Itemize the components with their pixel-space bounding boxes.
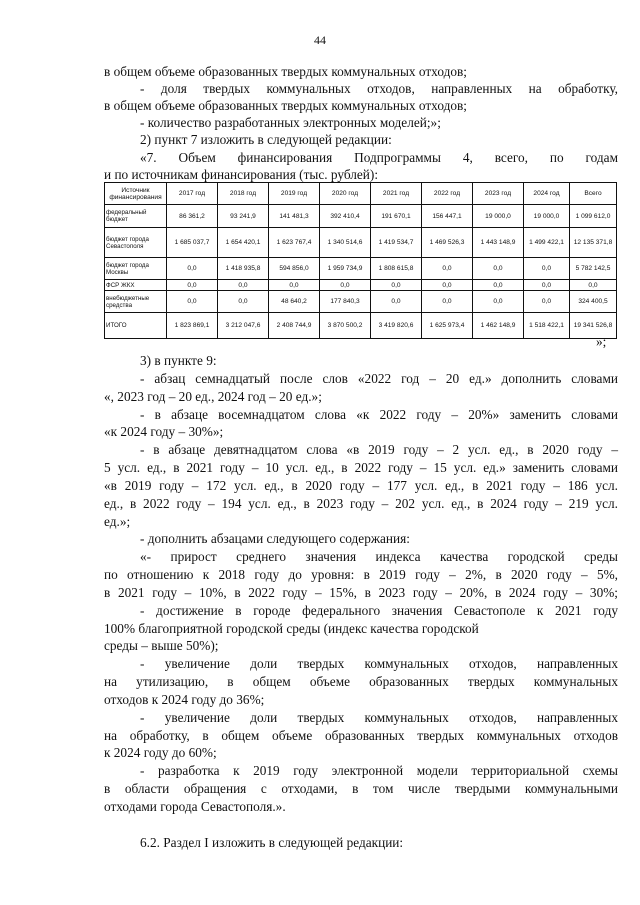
table-cell: 0,0: [320, 280, 371, 291]
table-cell: 0,0: [218, 280, 269, 291]
table-cell: 1 808 615,8: [371, 258, 422, 280]
table-cell: 0,0: [371, 280, 422, 291]
page-number: 44: [314, 33, 326, 47]
table-cell: федеральный бюджет: [105, 205, 167, 228]
table-cell: 0,0: [422, 291, 473, 313]
table-cell: 0,0: [167, 280, 218, 291]
table-cell: 156 447,1: [422, 205, 473, 228]
table-cell: 0,0: [473, 280, 524, 291]
table-cell: 19 000,0: [473, 205, 524, 228]
text-line: - доля твердых коммунальных отходов, направленных на обработку,: [140, 81, 618, 96]
table-cell: 1 625 973,4: [422, 313, 473, 339]
table-row: [105, 228, 617, 258]
table-cell: 3 212 047,6: [218, 313, 269, 339]
table-cell: 1 959 734,9: [320, 258, 371, 280]
text-line: и по источникам финансирования (тыс. рублей):: [104, 167, 379, 182]
column-header: 2017 год: [167, 183, 218, 205]
table-cell: 0,0: [167, 258, 218, 280]
text-line: к 2024 году до 60%;: [104, 745, 217, 760]
table-cell: 1 462 148,9: [473, 313, 524, 339]
text-line: - разработка к 2019 году электронной модели территориальной схемы: [140, 763, 618, 778]
table-cell: 12 135 371,8: [570, 228, 617, 258]
text-line: среды – выше 50%);: [104, 638, 219, 653]
text-line: 100% благоприятной городской среды (индекс качества городской: [104, 621, 479, 636]
table-cell: 48 640,2: [269, 291, 320, 313]
table-cell: 324 400,5: [570, 291, 617, 313]
table-cell: бюджет города Севастополя: [105, 228, 167, 258]
table-cell: 0,0: [473, 258, 524, 280]
section-heading-line: 6.2. Раздел I изложить в следующей редакции:: [140, 835, 404, 850]
table-cell: 1 419 534,7: [371, 228, 422, 258]
table-row: [105, 258, 617, 280]
text-line: «, 2023 год – 20 ед., 2024 год – 20 ед.»;: [104, 389, 322, 404]
table-row: [105, 313, 617, 339]
table-cell: 0,0: [524, 258, 570, 280]
table-cell: 19 000,0: [524, 205, 570, 228]
text-line: по отношению к 2018 году до уровня: в 2019 году – 2%, в 2020 году – 5%,: [104, 567, 618, 582]
table-cell: 3 870 500,2: [320, 313, 371, 339]
table-cell: 1 499 422,1: [524, 228, 570, 258]
column-header: 2023 год: [473, 183, 524, 205]
table-cell: 1 823 869,1: [167, 313, 218, 339]
text-line: - абзац семнадцатый после слов «2022 год – 20 ед.» дополнить словами: [140, 371, 618, 386]
table-cell: 191 670,1: [371, 205, 422, 228]
text-line: 3) в пункте 9:: [140, 353, 217, 368]
text-line: в общем объеме образованных твердых коммунальных отходов;: [104, 98, 467, 113]
table-row: [105, 205, 617, 228]
table-cell: 93 241,9: [218, 205, 269, 228]
text-line: «- прирост среднего значения индекса качества городской среды: [140, 549, 618, 564]
table-cell: внебюджетные средства: [105, 291, 167, 313]
table-cell: 1 443 148,9: [473, 228, 524, 258]
table-cell: 0,0: [269, 280, 320, 291]
table-cell: 86 361,2: [167, 205, 218, 228]
column-header: 2020 год: [320, 183, 371, 205]
table-cell: 1 418 935,8: [218, 258, 269, 280]
table-cell: 1 469 526,3: [422, 228, 473, 258]
table-cell: ФСР ЖКХ: [105, 280, 167, 291]
text-line: - в абзаце девятнадцатом слова «в 2019 году – 2 усл. ед., в 2020 году –: [140, 442, 618, 457]
table-cell: 1 518 422,1: [524, 313, 570, 339]
table-cell: 392 410,4: [320, 205, 371, 228]
table-cell: 0,0: [473, 291, 524, 313]
table-cell: 594 856,0: [269, 258, 320, 280]
table-cell: 0,0: [422, 280, 473, 291]
table-row: [105, 280, 617, 291]
column-header: Источник финансирования: [105, 183, 167, 205]
table-cell: 0,0: [524, 280, 570, 291]
table-header-row: [105, 183, 617, 205]
table-cell: 1 623 767,4: [269, 228, 320, 258]
column-header: 2018 год: [218, 183, 269, 205]
text-line: - количество разработанных электронных моделей;»;: [140, 115, 441, 130]
text-line: «в 2019 году – 172 усл. ед., в 2020 году – 177 усл. ед., в 2021 году – 186 усл.: [104, 478, 618, 493]
table-cell: 0,0: [218, 291, 269, 313]
table-cell: 0,0: [524, 291, 570, 313]
text-line: в 2021 году – 10%, в 2022 году – 15%, в 2023 году – 20%, в 2024 году – 30%;: [104, 585, 618, 600]
table-cell: бюджет города Москвы: [105, 258, 167, 280]
text-line: - достижение в городе федерального значения Севастополе к 2021 году: [140, 603, 618, 618]
table-cell: 1 340 514,6: [320, 228, 371, 258]
text-line: «7. Объем финансирования Подпрограммы 4, всего, по годам: [140, 150, 618, 165]
table-cell: 19 341 526,8: [570, 313, 617, 339]
text-line: в общем объеме образованных твердых коммунальных отходов;: [104, 64, 467, 79]
financing-table: [104, 182, 617, 339]
column-header: 2024 год: [524, 183, 570, 205]
table-cell: 3 419 820,6: [371, 313, 422, 339]
text-line: на обработку, в общем объеме образованных твердых коммунальных отходов: [104, 728, 618, 743]
table-cell: 0,0: [570, 280, 617, 291]
table-cell: 0,0: [167, 291, 218, 313]
table-cell: 2 408 744,9: [269, 313, 320, 339]
table-cell: 177 840,3: [320, 291, 371, 313]
column-header: 2022 год: [422, 183, 473, 205]
column-header: 2019 год: [269, 183, 320, 205]
closing-quote: »;: [596, 334, 607, 349]
table-cell: ИТОГО: [105, 313, 167, 339]
text-line: отходами города Севастополя.».: [104, 799, 286, 814]
text-line: «к 2024 году – 30%»;: [104, 424, 224, 439]
text-line: отходов к 2024 году до 36%;: [104, 692, 265, 707]
text-line: - увеличение доли твердых коммунальных отходов, направленных: [140, 656, 618, 671]
column-header: 2021 год: [371, 183, 422, 205]
table-cell: 0,0: [371, 291, 422, 313]
text-line: - дополнить абзацами следующего содержания:: [140, 531, 410, 546]
table-cell: 5 782 142,5: [570, 258, 617, 280]
text-line: ед., в 2022 году – 194 усл. ед., в 2023 году – 202 усл. ед., в 2024 году – 219 усл.: [104, 496, 618, 511]
table-cell: 0,0: [422, 258, 473, 280]
text-line: 5 усл. ед., в 2021 году – 10 усл. ед., в 2022 году – 15 усл. ед.» заменить словами: [104, 460, 618, 475]
text-line: - увеличение доли твердых коммунальных отходов, направленных: [140, 710, 618, 725]
text-line: на утилизацию, в общем объеме образованных твердых коммунальных: [104, 674, 618, 689]
text-line: ед.»;: [104, 514, 131, 529]
text-line: 2) пункт 7 изложить в следующей редакции:: [140, 132, 392, 147]
text-line: - в абзаце восемнадцатом слова «к 2022 году – 20%» заменить словами: [140, 407, 618, 422]
table-row: [105, 291, 617, 313]
column-header: Всего: [570, 183, 617, 205]
table-cell: 1 685 037,7: [167, 228, 218, 258]
table-cell: 1 654 420,1: [218, 228, 269, 258]
table-cell: 141 481,3: [269, 205, 320, 228]
table-cell: 1 099 612,0: [570, 205, 617, 228]
text-line: в области обращения с отходами, в том числе твердыми коммунальными: [104, 781, 618, 796]
